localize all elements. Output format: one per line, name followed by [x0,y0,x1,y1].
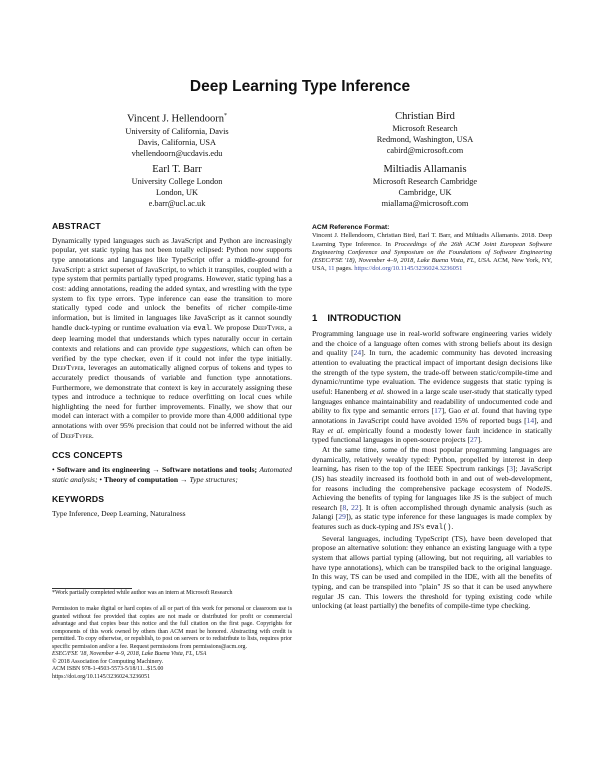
author-email: miallama@microsoft.com [381,199,469,209]
author-block-1 [57,110,297,159]
author-email: vhellendoorn@ucdavis.edu [131,148,223,158]
doi-link[interactable]: https://doi.org/10.1145/3236024.3236051 [52,673,151,680]
author-block-2 [305,110,545,157]
conference-line: ESEC/FSE '18, November 4–9, 2018, Lake Buena Vista, FL, USA [52,651,207,657]
author-affiliation: Microsoft Research Cambridge [372,177,478,186]
left-column [52,222,292,519]
author-email: cabird@microsoft.com [386,146,464,156]
author-affiliation: Microsoft Research [392,124,458,133]
section-heading [312,313,411,324]
author-location: London, UK [156,188,198,198]
abstract-text: Dynamically typed languages such as JavaScript and Python are increasingly popular, yet static typing has not been totally eclipsed: Python now supports type annotations and languages like TypeScript offer a middle-ground for JavaScript: a strict superset of JavaScript, to which it transpiles, coupled with a type system that permits partially typed programs. However, static typing has a cost: adding annotations, reading the added syntax, and wrestling with the type system to fix type errors. Type inference can ease the transition to more statically typed code and unlock the benefits of richer compile-time information, but is limited in languages like JavaScript as it cannot soundly handle duck-typing or runtime evaluation via eval. We propose DeepTyper, a deep learning model that understands which types naturally occur in certain contexts and relations and can provide type suggestions, which can often be verified by the type checker, even if it could not infer the type initially. DeepTyper, leverages an automatically aligned corpus of tokens and types to accurately predict thousands of variable and function type annotations. Furthermore, we demonstrate that context is key in accurately assigning these types and introduce a technique to reduce overfitting on local cues while highlighting the need for further improvements. Finally, we show that our model can interact with a compiler to provide more than 4,000 additional type annotations with over 95% precision that could not be inferred without the aid of DeepTyper. [52,235,292,440]
copyright-line: © 2018 Association for Computing Machinery. [52,658,164,665]
introduction-body [312,329,552,611]
author-name: Earl T. Barr [152,164,202,175]
intro-paragraph-1: Programming language use in real-world software engineering varies widely and the choice of a language often comes with strong beliefs about its design and quality [24]. In turn, the academic community has devoted increasing attention to evaluating the practical impact of important design decisions like the strength of the type system, the trade-off between static/compile-time and dynamic/runtime type evaluation. The evidence suggests that static typing is useful: Hanenberg et al. showed in a large scale user-study that statically typed languages enhance maintainability and readability of undocumented code and ability to fix type and semantic errors [17], Gao et al. found that having type annotations in JavaScript could have avoided 15% of reported bugs [14], and Ray et al. empirically found a modestly lower fault incidence in statically typed functional languages in open-source projects [27]. [312,329,553,445]
author-name: Vincent J. Hellendoorn [126,113,225,125]
footnote: *Work partially completed while author was an intern at Microsoft Research [52,590,233,596]
author-location: Davis, California, USA [138,137,216,147]
author-affiliation: University College London [131,177,223,186]
intro-paragraph-2: At the same time, some of the most popular programming languages are dynamically, relatively weakly typed: Python, propelled by interest in deep learning, has risen to the top of the IEEE Spectrum rankings [3]; JavaScript (JS) has steadily increased its foothold both in and out of web-development, for reasons including the comprehensive package ecosystem of NodeJS. Achieving the benefits of typing for languages like JS is the subject of much research [8, 22]. It is often accomplished through dynamic analysis (such as Jalangi [29]), as static type inference for these languages is made complex by features such as duck-typing and JS's eval(). [312,444,552,533]
intro-paragraph-3: Several languages, including TypeScript (TS), have been developed that propose an alternative solution: they enhance an existing language with a type system that allows partial typing (allowing, but not requiring, all variables to have type annotations), which can be transpiled back to the original language. In this way, TS can be used and compiled in the IDE, with all the benefits of typing, and can be transpiled into "plain" JS so that it can be used anywhere regular JS can. This lowers the threshold for typing existing code while unlocking (at least partially) the benefits of compile-time type checking. [312,533,552,611]
author-name: Christian Bird [395,111,455,122]
keywords-text: Type Inference, Deep Learning, Naturalness [52,509,186,519]
footnote-rule [52,588,132,589]
author-footnote-mark: * [224,113,228,119]
acm-reference-venue: Proceedings of the 26th ACM Joint European Software Engineering Conference and Symposium on the Foundations of Software Engineering (ESEC/FSE '18), November 4–9, 2018, Lake Buena Vista, FL, USA. [312,240,552,265]
author-affiliation: University of California, Davis [125,126,229,136]
ccs-heading: CCS CONCEPTS [52,450,123,461]
author-email: e.barr@ucl.ac.uk [148,199,206,209]
author-location: Cambridge, UK [398,188,452,198]
acm-reference-text: Vincent J. Hellendoorn, Christian Bird, Earl T. Barr, and Miltiadis Allamanis. 2018. Deep Learning Type Inference. In [312,232,552,248]
paper-title: Deep Learning Type Inference [189,78,411,95]
author-block-4 [305,163,545,210]
author-name: Miltiadis Allamanis [383,164,467,175]
ccs-text: • Software and its engineering → Software notations and tools; Automated static analysis; • Theory of computation → Type structures; [52,465,293,484]
author-location: Redmond, Washington, USA [376,135,474,145]
acm-reference-heading: ACM Reference Format: [312,224,390,231]
abstract-heading: ABSTRACT [52,221,101,231]
acm-reference: ACM Reference Format: Vincent J. Hellendoorn, Christian Bird, Earl T. Barr, and Miltiadis Allamanis. 2018. Deep Learning Type Inference. In Proceedings of the 26th ACM Joint European Software Engineering Conference and Symposium on the Foundations of Software Engineering (ESEC/FSE '18), November 4–9, 2018, Lake Buena Vista, FL, USA. ACM, New York, NY, USA, 11 pages. https://doi.org/10.1145/3236024.3236051 [312,224,552,273]
section-number: 1 [312,313,318,324]
section-title: INTRODUCTION [327,313,401,324]
permission-text: Permission to make digital or hard copies of all or part of this work for personal or classroom use is granted without fee provided that copies are not made or distributed for profit or commercial advantage and that copies bear this notice and the full citation on the first page. Copyrights for components of this work owned by others than ACM must be honored. Abstracting with credit is permitted. To copy otherwise, or republish, to post on servers or to redistribute to lists, requires prior specific permission and/or a fee. Request permissions from permissions@acm.org. [52,606,292,650]
permission-block [52,606,292,681]
acm-reference-doi[interactable]: https://doi.org/10.1145/3236024.3236051 [354,265,463,273]
keywords-heading: KEYWORDS [52,494,105,505]
author-block-3 [57,163,297,210]
isbn-line: ACM ISBN 978-1-4503-5573-5/18/11...$15.00 [52,666,164,672]
